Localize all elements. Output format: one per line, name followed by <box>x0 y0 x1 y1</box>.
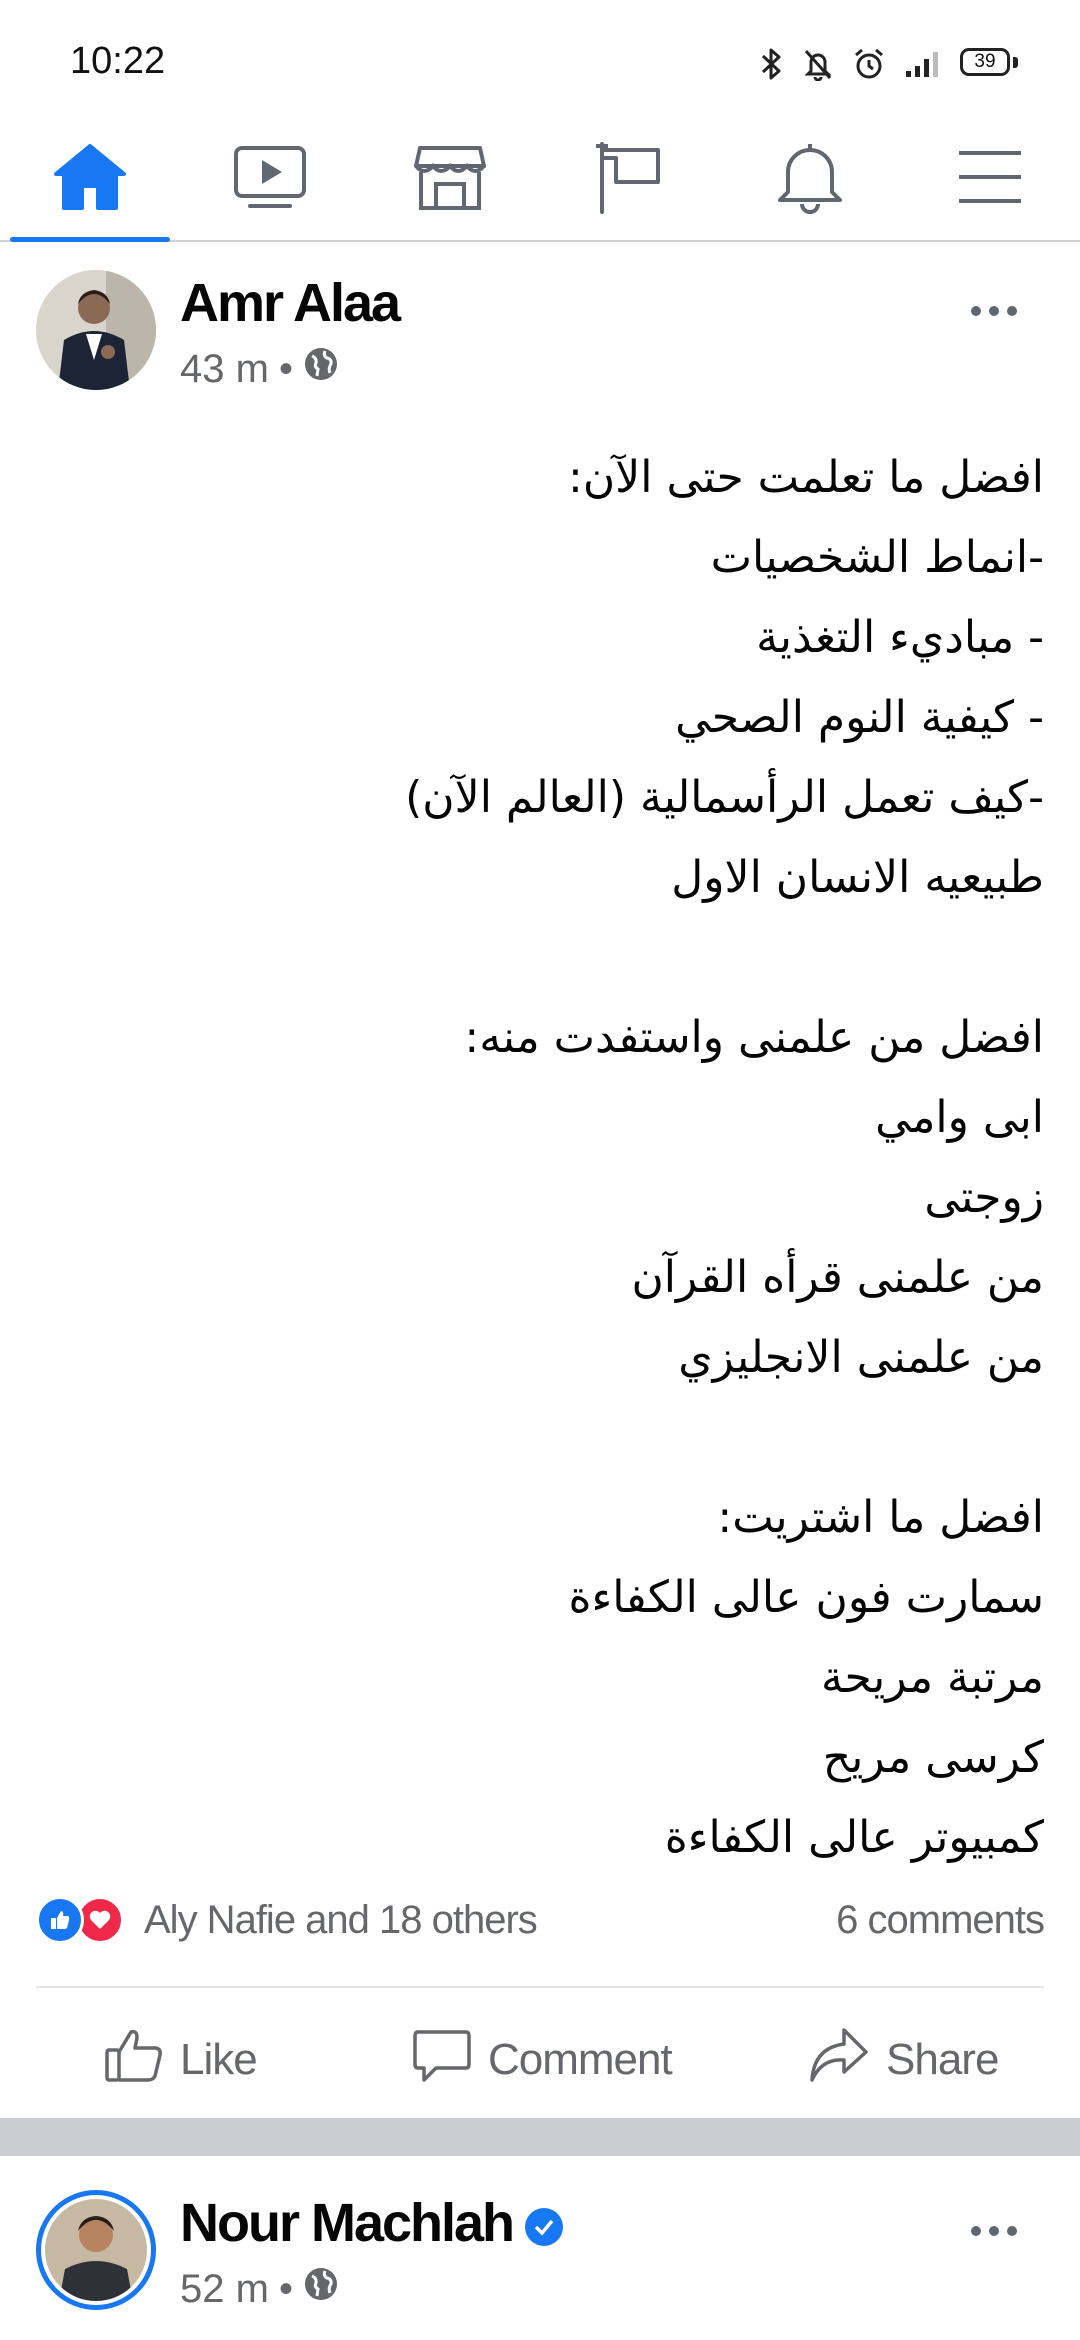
status-bar <box>0 0 1080 120</box>
reaction-icons <box>36 1896 136 1946</box>
battery-level: 39 <box>960 48 1010 76</box>
post-line: مرتبة مريحة <box>820 1652 1044 1703</box>
tab-menu[interactable] <box>910 120 1070 238</box>
next-post-author-name: Nour Machlah <box>180 2193 514 2253</box>
post-line: - مباديء التغذية <box>756 612 1044 663</box>
post-line: من علمنى قرأه القرآن <box>631 1252 1044 1303</box>
author-name[interactable]: Amr Alaa <box>180 273 400 333</box>
globe-icon <box>303 2266 339 2312</box>
post-line: افضل ما اشتريت: <box>717 1492 1044 1543</box>
post-line: سمارت فون عالى الكفاءة <box>568 1572 1044 1623</box>
post-line: -كيف تعمل الرأسمالية (العالم الآن) <box>405 772 1044 823</box>
next-post-header <box>0 2190 1080 2320</box>
next-post-author[interactable] <box>180 2192 563 2254</box>
alarm-icon <box>852 47 886 81</box>
post-blank-line <box>44 918 1044 998</box>
post-body <box>44 438 1044 1878</box>
post-blank-line <box>44 1398 1044 1478</box>
home-icon <box>52 142 128 217</box>
post-meta <box>180 346 339 392</box>
meta-dot: • <box>278 2266 293 2311</box>
post-line: زوجتى <box>924 1172 1044 1223</box>
share-label: Share <box>886 2035 999 2084</box>
like-reaction-icon <box>36 1896 84 1944</box>
video-icon <box>232 142 308 217</box>
reactions-summary[interactable] <box>36 1890 1044 1950</box>
notifications-bell-icon <box>772 140 848 219</box>
active-tab-indicator <box>10 237 170 242</box>
pages-flag-icon <box>592 140 668 219</box>
globe-icon <box>303 346 339 392</box>
bell-muted-icon <box>802 47 834 81</box>
feed-separator <box>0 2118 1080 2156</box>
verified-badge-icon <box>525 2208 563 2246</box>
tab-video[interactable] <box>190 120 350 238</box>
post-line: من علمنى الانجليزي <box>678 1332 1044 1383</box>
next-post-options-button[interactable] <box>962 2216 1026 2246</box>
post-line: ابى وامي <box>875 1092 1044 1143</box>
status-icons <box>760 44 1018 84</box>
signal-icon <box>904 49 942 79</box>
post-line: طبيعيه الانسان الاول <box>671 852 1044 903</box>
divider <box>36 1986 1044 1988</box>
post-actions <box>0 2010 1080 2110</box>
like-label: Like <box>180 2035 257 2084</box>
tab-pages[interactable] <box>550 120 710 238</box>
reactions-text[interactable]: Aly Nafie and 18 others <box>144 1898 537 1942</box>
marketplace-icon <box>412 142 488 217</box>
comments-count[interactable]: 6 comments <box>836 1898 1044 1942</box>
next-post-time[interactable]: 52 m <box>180 2266 269 2311</box>
post-line: -انماط الشخصيات <box>710 532 1044 583</box>
avatar[interactable] <box>36 270 156 390</box>
share-button[interactable] <box>808 2010 998 2110</box>
meta-dot: • <box>278 346 293 391</box>
thumbs-up-icon <box>104 2026 164 2095</box>
status-time: 10:22 <box>70 40 166 82</box>
post-options-button[interactable] <box>962 296 1026 326</box>
comment-icon <box>412 2026 472 2095</box>
menu-icon <box>955 147 1025 212</box>
post-line: افضل ما تعلمت حتى الآن: <box>568 452 1044 503</box>
post-line: كمبيوتر عالى الكفاءة <box>664 1812 1044 1863</box>
post-header <box>0 270 1080 400</box>
tab-home[interactable] <box>10 120 170 238</box>
tab-marketplace[interactable] <box>370 120 530 238</box>
next-post-avatar[interactable] <box>36 2190 156 2310</box>
comment-button[interactable] <box>412 2010 672 2110</box>
like-button[interactable] <box>104 2010 257 2110</box>
tab-notifications[interactable] <box>730 120 890 238</box>
post-line: - كيفية النوم الصحي <box>675 692 1044 743</box>
comment-label: Comment <box>488 2035 672 2084</box>
post-line: افضل من علمنى واستفدت منه: <box>464 1012 1044 1063</box>
battery-icon <box>960 48 1018 80</box>
post-time[interactable]: 43 m <box>180 346 269 391</box>
top-navigation <box>0 120 1080 242</box>
post-line: كرسى مريح <box>822 1732 1044 1783</box>
share-icon <box>808 2026 870 2095</box>
next-post-meta <box>180 2266 339 2312</box>
bluetooth-icon <box>760 47 784 81</box>
